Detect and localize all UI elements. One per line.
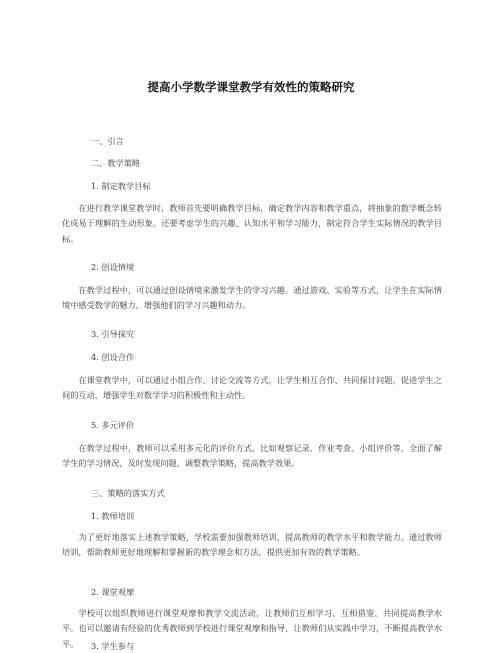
subheading-inquiry: 3. 引导探究 [91, 329, 135, 339]
paragraph-training: 为了更好地落实上述教学策略，学校需要加强教师培训，提高教师的教学水平和教学能力。通过教师培训，帮助教师更好地理解和掌握新的教学理念和方法，提供更加有效的教学策略。 [62, 532, 442, 558]
subheading-student-participation: 3. 学生参与 [91, 641, 135, 651]
paragraph-cooperation: 在课堂教学中，可以通过小组合作、讨论交流等方式，让学生相互合作、共同探讨问题，促进学生之间的互动，增强学生对数学学习的积极性和主动性。 [62, 375, 442, 401]
section-heading-strategy: 二、教学策略 [91, 158, 141, 168]
paragraph-observation: 学校可以组织教师进行课堂观摩和教学交流活动，让教师们互相学习、互相借鉴，共同提高教学水平。也可以邀请有经验的优秀教师到学校进行课堂观摩和指导，让教师们从实践中学习，不断提高教学水平。 [62, 608, 442, 649]
section-heading-intro: 一、引言 [91, 136, 124, 146]
subheading-evaluation: 5. 多元评价 [91, 420, 135, 430]
paragraph-goals: 在进行教学课堂教学时，教师首先要明确教学目标，确定教学内容和教学重点，将抽象的数学概念转化成易于理解的生动形象。还要考虑学生的兴趣、认知水平和学习能力，制定符合学生实际情况的教学目标。 [62, 203, 442, 244]
subheading-cooperation: 4. 创设合作 [91, 352, 135, 362]
document-title: 提高小学数学课堂教学有效性的策略研究 [147, 80, 355, 94]
paragraph-situation: 在教学过程中，可以通过创设情境来激发学生的学习兴趣。通过游戏、实验等方式，让学生在实际情境中感受数学的魅力，增强他们的学习兴趣和动力。 [62, 285, 442, 311]
subheading-goals: 1. 制定教学目标 [91, 181, 151, 191]
section-heading-implementation: 三、策略的落实方式 [91, 488, 165, 498]
subheading-situation: 2. 创设情境 [91, 262, 135, 272]
subheading-observation: 2. 课堂观摩 [91, 587, 135, 597]
subheading-training: 1. 教师培训 [91, 511, 135, 521]
paragraph-evaluation: 在教学过程中，教师可以采用多元化的评价方式，比如观察记录、作业考查、小组评价等，全面了解学生的学习情况，及时发现问题，调整教学策略，提高教学效果。 [62, 443, 442, 469]
